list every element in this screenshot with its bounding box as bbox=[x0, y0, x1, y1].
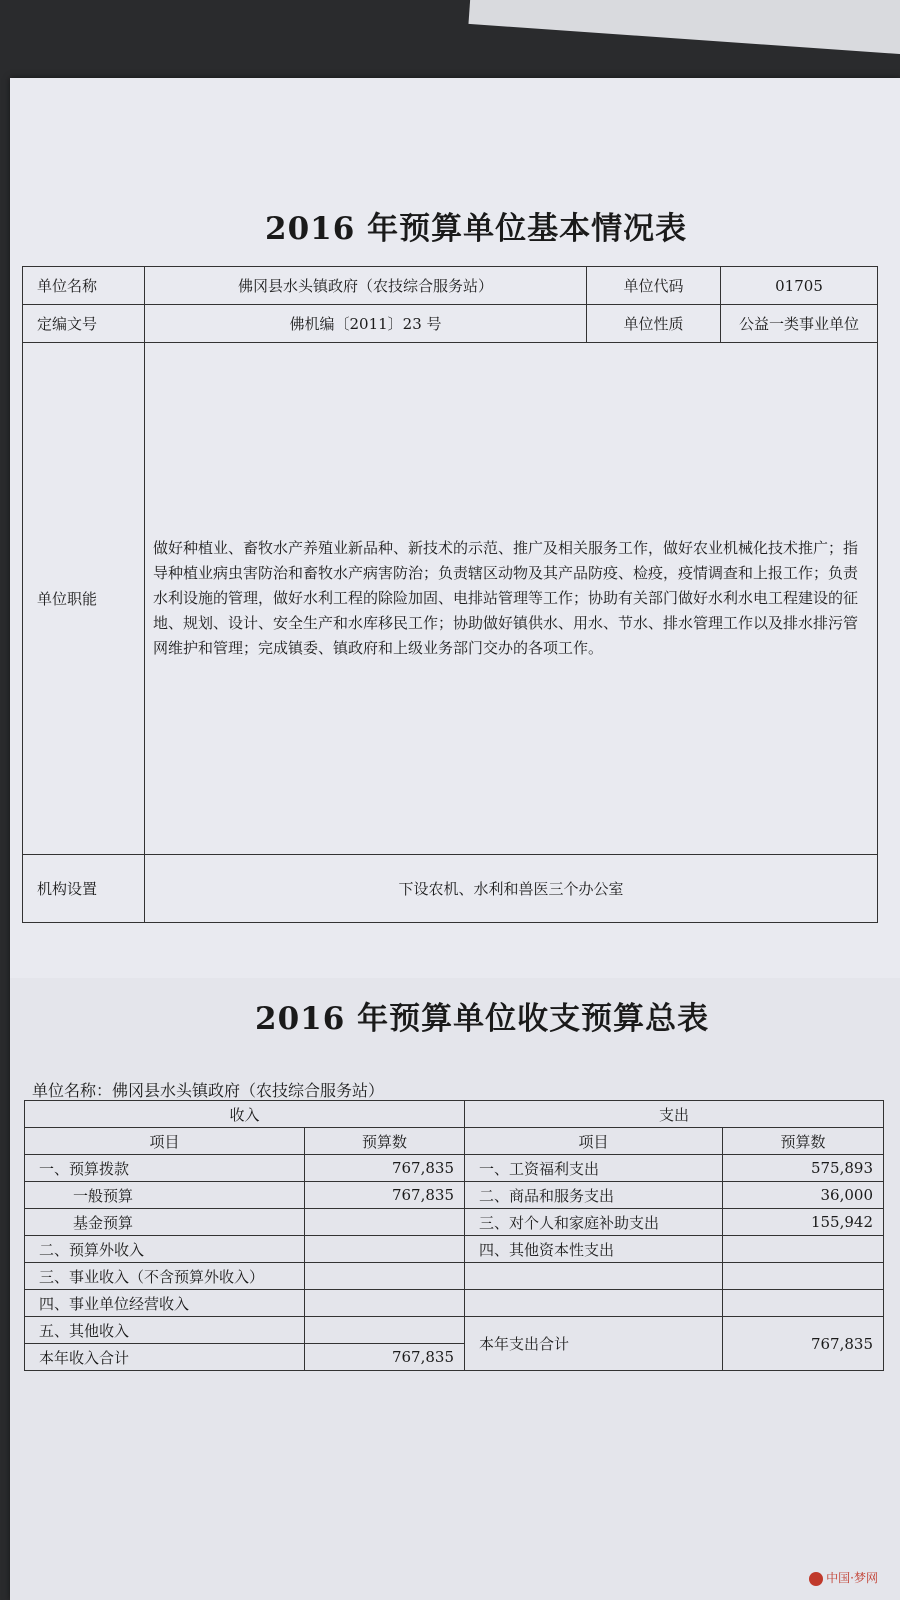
income-item: 一般预算 bbox=[25, 1182, 305, 1209]
expense-item: 四、其他资本性支出 bbox=[465, 1236, 723, 1263]
expense-value: 575,893 bbox=[723, 1155, 884, 1182]
expense-item bbox=[465, 1290, 723, 1317]
unit-nature-label: 单位性质 bbox=[587, 305, 721, 343]
income-item: 一、预算拨款 bbox=[25, 1155, 305, 1182]
expense-header: 支出 bbox=[465, 1101, 884, 1128]
income-item: 二、预算外收入 bbox=[25, 1236, 305, 1263]
table-row bbox=[25, 1155, 884, 1182]
staffing-doc-label: 定编文号 bbox=[23, 305, 145, 343]
watermark-logo-icon bbox=[809, 1572, 823, 1586]
expense-total-label: 本年支出合计 bbox=[465, 1317, 723, 1371]
table-row bbox=[25, 1209, 884, 1236]
expense-value bbox=[723, 1263, 884, 1290]
unit-nature-value: 公益一类事业单位 bbox=[721, 305, 878, 343]
watermark-text: 中国·梦网 bbox=[826, 1571, 878, 1585]
basic-info-table bbox=[22, 266, 878, 923]
document-page bbox=[10, 78, 900, 1600]
org-value: 下设农机、水利和兽医三个办公室 bbox=[145, 855, 878, 923]
expense-budget-header: 预算数 bbox=[723, 1128, 884, 1155]
duties-label: 单位职能 bbox=[23, 343, 145, 855]
basic-info-title: 2016 年预算单位基本情况表 bbox=[265, 211, 688, 247]
unit-name-value: 佛冈县水头镇政府（农技综合服务站） bbox=[145, 267, 587, 305]
expense-value: 155,942 bbox=[723, 1209, 884, 1236]
income-total-value: 767,835 bbox=[305, 1344, 465, 1371]
expense-item: 三、对个人和家庭补助支出 bbox=[465, 1209, 723, 1236]
unit-code-label: 单位代码 bbox=[587, 267, 721, 305]
income-value bbox=[305, 1209, 465, 1236]
income-item: 四、事业单位经营收入 bbox=[25, 1290, 305, 1317]
background-paper bbox=[468, 0, 900, 56]
income-item-header: 项目 bbox=[25, 1128, 305, 1155]
table-row bbox=[25, 1182, 884, 1209]
expense-item bbox=[465, 1263, 723, 1290]
org-label: 机构设置 bbox=[23, 855, 145, 923]
table-row bbox=[25, 1290, 884, 1317]
expense-item-header: 项目 bbox=[465, 1128, 723, 1155]
income-value bbox=[305, 1236, 465, 1263]
staffing-doc-value: 佛机编〔2011〕23 号 bbox=[145, 305, 587, 343]
summary-title: 2016 年预算单位收支预算总表 bbox=[255, 1001, 710, 1037]
watermark bbox=[809, 1569, 878, 1586]
unit-code-value: 01705 bbox=[721, 267, 878, 305]
income-total-label: 本年收入合计 bbox=[25, 1344, 305, 1371]
unit-name-label: 单位名称 bbox=[23, 267, 145, 305]
income-item: 基金预算 bbox=[25, 1209, 305, 1236]
summary-table bbox=[24, 1100, 884, 1371]
income-value: 767,835 bbox=[305, 1182, 465, 1209]
income-value bbox=[305, 1290, 465, 1317]
table-row bbox=[25, 1236, 884, 1263]
income-value: 767,835 bbox=[305, 1155, 465, 1182]
expense-value bbox=[723, 1290, 884, 1317]
income-item: 五、其他收入 bbox=[25, 1317, 305, 1344]
expense-value: 36,000 bbox=[723, 1182, 884, 1209]
income-header: 收入 bbox=[25, 1101, 465, 1128]
income-item: 三、事业收入（不含预算外收入） bbox=[25, 1263, 305, 1290]
expense-value bbox=[723, 1236, 884, 1263]
summary-unit-line: 单位名称：佛冈县水头镇政府（农技综合服务站） bbox=[32, 1081, 385, 1100]
income-budget-header: 预算数 bbox=[305, 1128, 465, 1155]
table-row bbox=[25, 1317, 884, 1344]
table-row bbox=[25, 1263, 884, 1290]
expense-item: 二、商品和服务支出 bbox=[465, 1182, 723, 1209]
income-value bbox=[305, 1317, 465, 1344]
income-value bbox=[305, 1263, 465, 1290]
expense-item: 一、工资福利支出 bbox=[465, 1155, 723, 1182]
duties-text: 做好种植业、畜牧水产养殖业新品种、新技术的示范、推广及相关服务工作，做好农业机械化技术推广；指导种植业病虫害防治和畜牧水产病害防治；负责辖区动物及其产品防疫、检疫，疫情调查和上报工作；负责水利设施的管理，做好水利工程的除险加固、电排站管理等工作；协助有关部门做好水利水电工程建设的征地、规划、设计、安全生产和水库移民工作；协助做好镇供水、用水、节水、排水管理工作以及排水排污管网维护和管理；完成镇委、镇政府和上级业务部门交办的各项工作。 bbox=[145, 343, 878, 855]
expense-total-value: 767,835 bbox=[723, 1317, 884, 1371]
